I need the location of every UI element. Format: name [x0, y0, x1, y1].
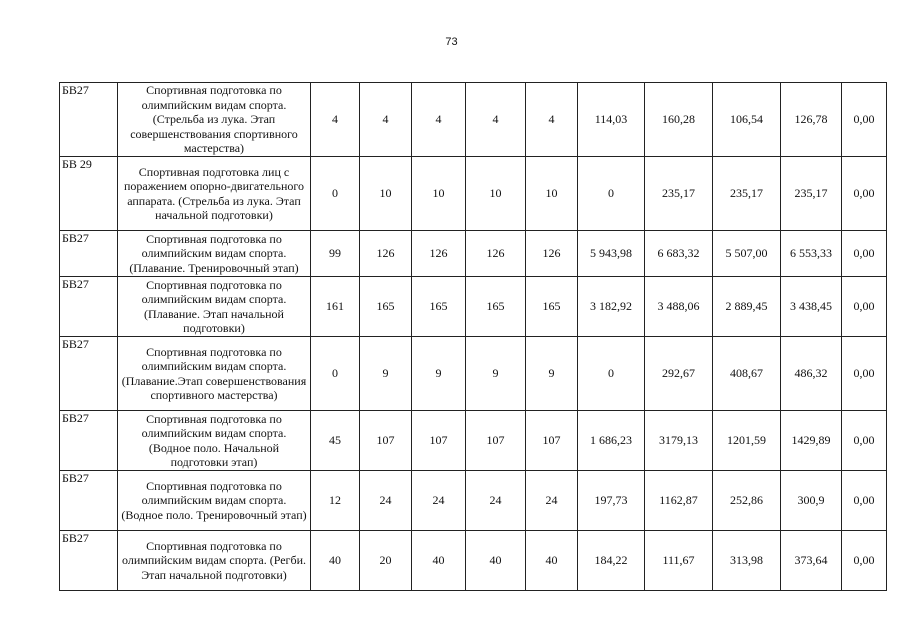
row-value-10: 0,00	[842, 531, 887, 591]
row-code: БВ 29	[60, 157, 118, 231]
table-row	[60, 157, 887, 231]
row-value-4: 107	[466, 411, 526, 471]
table-row	[60, 231, 887, 277]
row-code: БВ27	[60, 411, 118, 471]
row-name: Спортивная подготовка по олимпийским видам спорта. (Водное поло. Тренировочный этап)	[118, 471, 311, 531]
row-name: Спортивная подготовка по олимпийским видам спорта. (Стрельба из лука. Этап совершенствования спортивного мастерства)	[118, 83, 311, 157]
row-value-7: 6 683,32	[645, 231, 713, 277]
row-value-3: 40	[412, 531, 466, 591]
row-value-5: 24	[526, 471, 578, 531]
row-value-8: 313,98	[713, 531, 781, 591]
row-value-3: 10	[412, 157, 466, 231]
row-value-4: 40	[466, 531, 526, 591]
row-value-4: 4	[466, 83, 526, 157]
row-value-7: 111,67	[645, 531, 713, 591]
row-value-3: 4	[412, 83, 466, 157]
row-value-3: 126	[412, 231, 466, 277]
row-value-6: 3 182,92	[578, 277, 645, 337]
row-value-5: 165	[526, 277, 578, 337]
row-value-10: 0,00	[842, 277, 887, 337]
data-table	[59, 82, 887, 591]
row-name: Спортивная подготовка по олимпийским видам спорта. (Регби. Этап начальной подготовки)	[118, 531, 311, 591]
row-value-4: 126	[466, 231, 526, 277]
row-name: Спортивная подготовка по олимпийским видам спорта. (Плавание. Этап начальной подготовки)	[118, 277, 311, 337]
row-value-1: 4	[311, 83, 360, 157]
row-value-9: 300,9	[781, 471, 842, 531]
page-number: 73	[445, 36, 458, 48]
row-code: БВ27	[60, 277, 118, 337]
row-value-1: 45	[311, 411, 360, 471]
row-value-2: 20	[360, 531, 412, 591]
row-value-8: 252,86	[713, 471, 781, 531]
row-value-6: 5 943,98	[578, 231, 645, 277]
row-value-2: 165	[360, 277, 412, 337]
row-value-7: 3179,13	[645, 411, 713, 471]
row-value-1: 0	[311, 157, 360, 231]
row-value-6: 197,73	[578, 471, 645, 531]
row-value-2: 10	[360, 157, 412, 231]
row-value-3: 9	[412, 337, 466, 411]
row-value-1: 40	[311, 531, 360, 591]
row-value-7: 160,28	[645, 83, 713, 157]
row-code: БВ27	[60, 471, 118, 531]
table-body	[60, 83, 887, 591]
row-value-10: 0,00	[842, 471, 887, 531]
row-value-3: 107	[412, 411, 466, 471]
row-value-4: 10	[466, 157, 526, 231]
row-value-6: 184,22	[578, 531, 645, 591]
row-value-1: 12	[311, 471, 360, 531]
table-row	[60, 83, 887, 157]
row-value-4: 24	[466, 471, 526, 531]
row-code: БВ27	[60, 337, 118, 411]
row-value-9: 1429,89	[781, 411, 842, 471]
row-value-2: 24	[360, 471, 412, 531]
row-value-7: 235,17	[645, 157, 713, 231]
row-value-10: 0,00	[842, 411, 887, 471]
row-value-9: 3 438,45	[781, 277, 842, 337]
row-value-5: 40	[526, 531, 578, 591]
row-value-4: 165	[466, 277, 526, 337]
table-row	[60, 337, 887, 411]
row-value-6: 0	[578, 157, 645, 231]
table-row	[60, 411, 887, 471]
row-value-5: 9	[526, 337, 578, 411]
row-name: Спортивная подготовка лиц с поражением опорно-двигательного аппарата. (Стрельба из лука. Этап начальной подготовки)	[118, 157, 311, 231]
row-value-7: 3 488,06	[645, 277, 713, 337]
table-row	[60, 277, 887, 337]
row-value-8: 2 889,45	[713, 277, 781, 337]
row-value-6: 114,03	[578, 83, 645, 157]
row-value-2: 126	[360, 231, 412, 277]
row-value-10: 0,00	[842, 83, 887, 157]
row-name: Спортивная подготовка по олимпийским видам спорта. (Водное поло. Начальной подготовки этап)	[118, 411, 311, 471]
table-row	[60, 531, 887, 591]
row-code: БВ27	[60, 231, 118, 277]
row-value-1: 0	[311, 337, 360, 411]
row-value-8: 1201,59	[713, 411, 781, 471]
row-value-8: 5 507,00	[713, 231, 781, 277]
row-value-10: 0,00	[842, 337, 887, 411]
row-value-10: 0,00	[842, 231, 887, 277]
row-value-3: 24	[412, 471, 466, 531]
row-value-5: 4	[526, 83, 578, 157]
row-value-7: 1162,87	[645, 471, 713, 531]
row-value-3: 165	[412, 277, 466, 337]
row-value-8: 106,54	[713, 83, 781, 157]
row-value-1: 99	[311, 231, 360, 277]
row-value-9: 126,78	[781, 83, 842, 157]
row-value-9: 373,64	[781, 531, 842, 591]
row-value-10: 0,00	[842, 157, 887, 231]
row-code: БВ27	[60, 531, 118, 591]
row-value-4: 9	[466, 337, 526, 411]
row-value-5: 10	[526, 157, 578, 231]
row-value-8: 235,17	[713, 157, 781, 231]
row-value-2: 4	[360, 83, 412, 157]
row-value-9: 235,17	[781, 157, 842, 231]
row-value-9: 486,32	[781, 337, 842, 411]
row-value-1: 161	[311, 277, 360, 337]
table-row	[60, 471, 887, 531]
row-value-8: 408,67	[713, 337, 781, 411]
row-value-6: 0	[578, 337, 645, 411]
row-name: Спортивная подготовка по олимпийским видам спорта. (Плавание.Этап совершенствования спортивного мастерства)	[118, 337, 311, 411]
row-value-5: 107	[526, 411, 578, 471]
row-value-2: 9	[360, 337, 412, 411]
row-value-2: 107	[360, 411, 412, 471]
row-code: БВ27	[60, 83, 118, 157]
row-name: Спортивная подготовка по олимпийским видам спорта. (Плавание. Тренировочный этап)	[118, 231, 311, 277]
row-value-5: 126	[526, 231, 578, 277]
row-value-6: 1 686,23	[578, 411, 645, 471]
row-value-9: 6 553,33	[781, 231, 842, 277]
row-value-7: 292,67	[645, 337, 713, 411]
